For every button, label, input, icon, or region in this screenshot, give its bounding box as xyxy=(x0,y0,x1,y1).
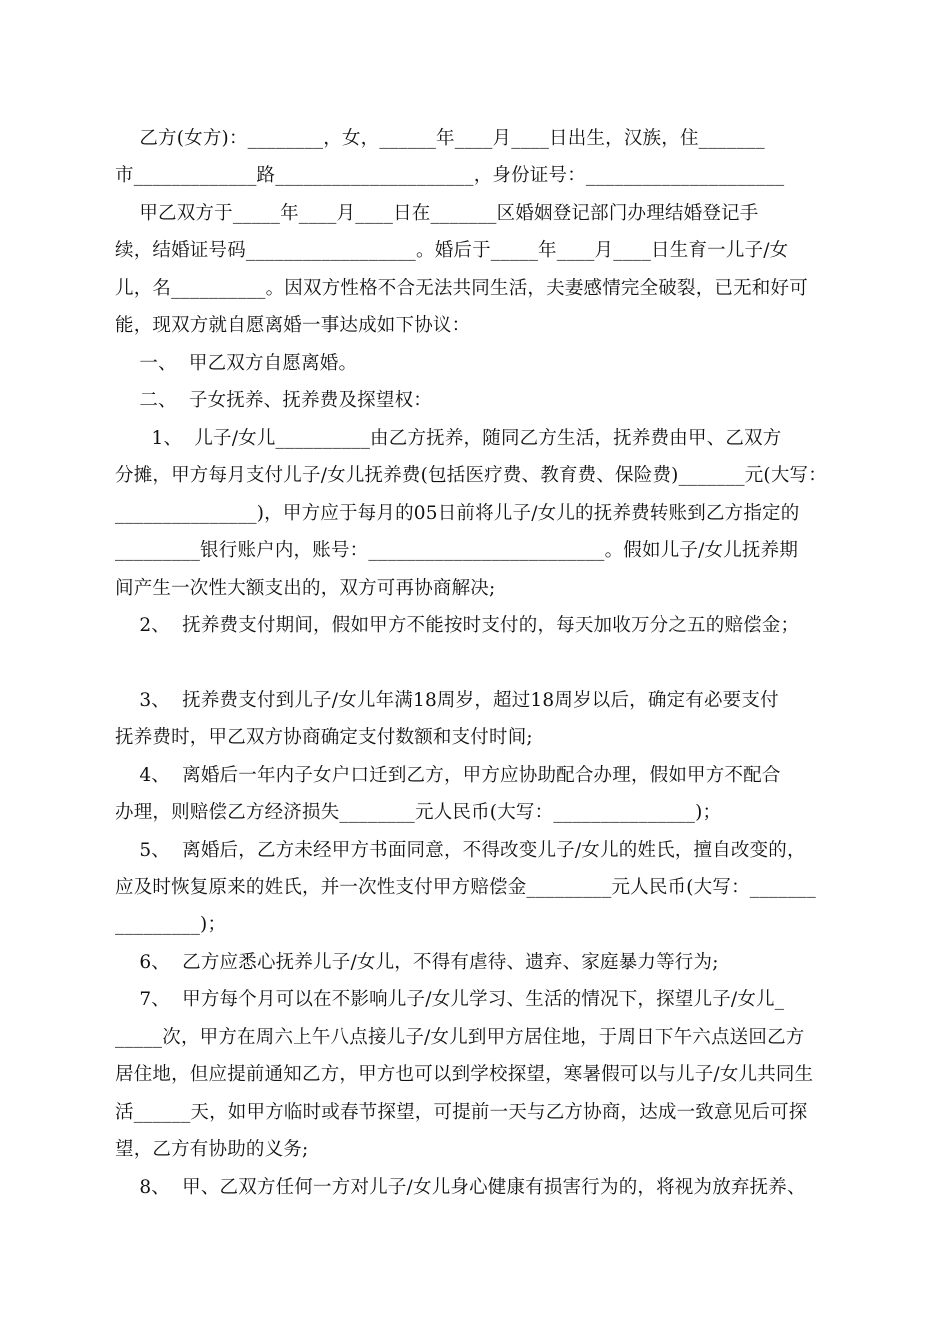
text-line: 5、 离婚后，乙方未经甲方书面同意，不得改变儿子/女儿的姓氏，擅自改变的， xyxy=(115,840,806,861)
text-line: 能，现双方就自愿离婚一事达成如下协议： xyxy=(115,315,471,336)
text-line: 4、 离婚后一年内子女户口迁到乙方，甲方应协助配合办理，假如甲方不配合 xyxy=(115,765,781,786)
text-line: 办理，则赔偿乙方经济损失________元人民币(大写：_______________)； xyxy=(115,802,722,823)
section-heading: 一、 甲乙双方自愿离婚。 xyxy=(115,353,358,374)
text-line: 乙方(女方)：________，女，______年____月____日出生，汉族，住_______ xyxy=(115,128,765,149)
text-line: _________银行账户内，账号：_________________________。假如儿子/女儿抚养期 xyxy=(115,540,799,561)
text-line: 分摊，甲方每月支付儿子/女儿抚养费(包括医疗费、教育费、保险费)_______元(大写： xyxy=(115,465,827,486)
text-line: 6、 乙方应悉心抚养儿子/女儿，不得有虐待、遗弃、家庭暴力等行为; xyxy=(115,952,719,973)
section-heading: 二、 子女抚养、抚养费及探望权： xyxy=(115,390,432,411)
text-line: 望，乙方有协助的义务; xyxy=(115,1139,309,1160)
text-line: 7、 甲方每个月可以在不影响儿子/女儿学习、生活的情况下，探望儿子/女儿_ xyxy=(115,989,785,1010)
text-line: 居住地，但应提前通知乙方，甲方也可以到学校探望，寒暑假可以与儿子/女儿共同生 xyxy=(115,1064,814,1085)
text-line: _______________)，甲方应于每月的05日前将儿子/女儿的抚养费转账到乙方指定的 xyxy=(115,503,800,524)
text-line: _________)； xyxy=(115,914,227,935)
text-line: 2、 抚养费支付期间，假如甲方不能按时支付的，每天加收万分之五的赔偿金； xyxy=(115,615,800,636)
text-line: 儿，名__________。因双方性格不合无法共同生活，夫妻感情完全破裂，已无和好可 xyxy=(115,278,808,299)
text-line: 应及时恢复原来的姓氏，并一次性支付甲方赔偿金_________元人民币(大写：_______ xyxy=(115,877,816,898)
text-line: 8、 甲、乙双方任何一方对儿子/女儿身心健康有损害行为的，将视为放弃抚养、 xyxy=(115,1177,806,1198)
text-line: 1、 儿子/女儿__________由乙方抚养，随同乙方生活，抚养费由甲、乙双方 xyxy=(115,428,782,449)
text-line: 抚养费时，甲乙双方协商确定支付数额和支付时间; xyxy=(115,727,533,748)
text-line: 甲乙双方于_____年____月____日在_______区婚姻登记部门办理结婚登记手 xyxy=(115,203,759,224)
text-line: 3、 抚养费支付到儿子/女儿年满18周岁，超过18周岁以后，确定有必要支付 xyxy=(115,690,779,711)
text-line: 市_____________路_____________________，身份证号：_____________________ xyxy=(115,165,785,186)
text-line: _____次，甲方在周六上午八点接儿子/女儿到甲方居住地，于周日下午六点送回乙方 xyxy=(115,1027,805,1048)
text-line: 续，结婚证号码__________________。婚后于_____年____月____日生育一儿子/女 xyxy=(115,240,789,261)
text-line: 间产生一次性大额支出的，双方可再协商解决; xyxy=(115,578,496,599)
text-line: 活______天，如甲方临时或春节探望，可提前一天与乙方协商，达成一致意见后可探 xyxy=(115,1102,808,1123)
